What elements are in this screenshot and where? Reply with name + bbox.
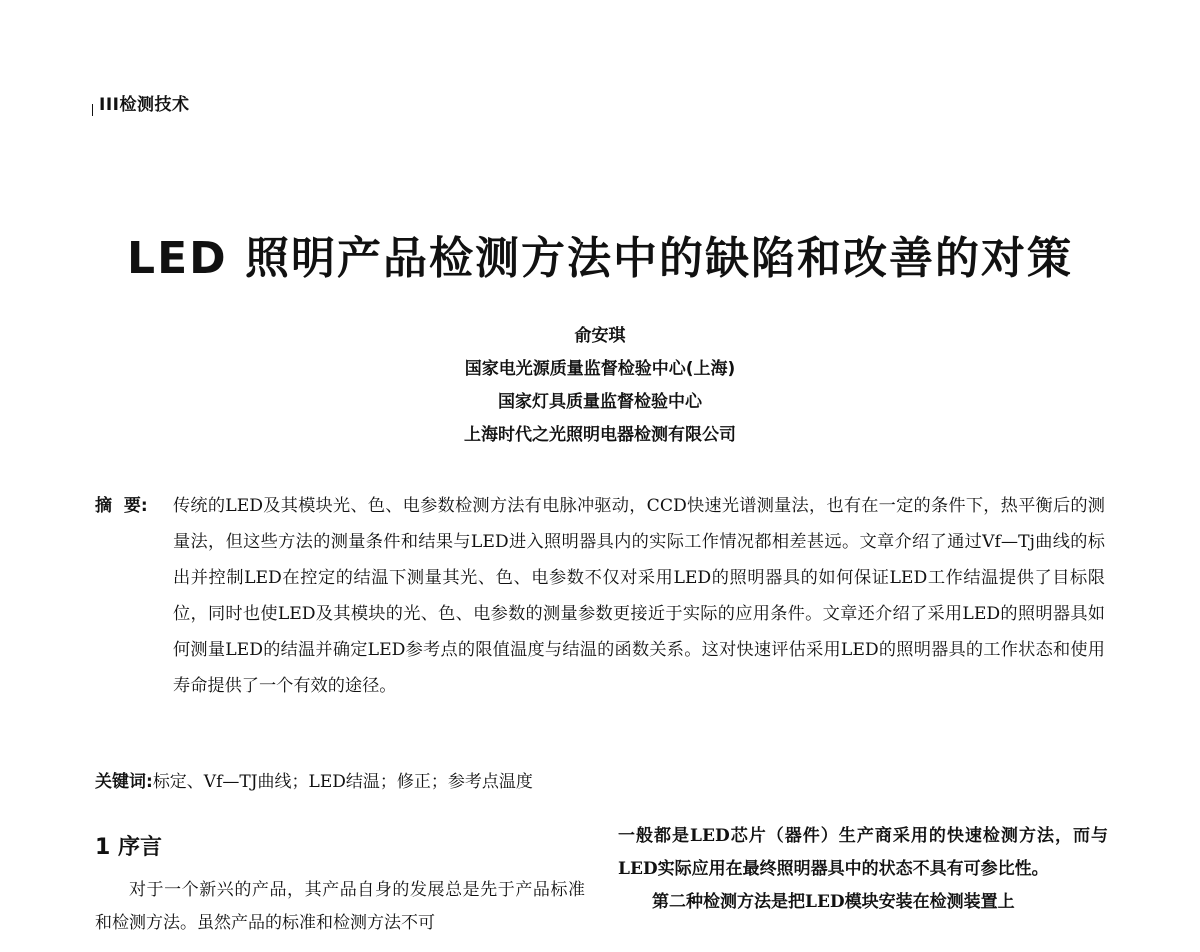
left-column <box>95 822 585 940</box>
keywords-label: 关键词: <box>95 772 153 792</box>
article-title: LED 照明产品检测方法中的缺陷和改善的对策 <box>127 233 1073 284</box>
affiliation-1: 国家电光源质量监督检验中心(上海) <box>464 359 736 379</box>
author-block <box>0 320 1200 452</box>
keywords <box>95 767 533 792</box>
abstract <box>95 488 1105 704</box>
right-paragraph-2: 第二种检测方法是把LED模块安装在检测装置上 <box>652 892 1015 912</box>
abstract-body: 传统的LED及其模块光、色、电参数检测方法有电脉冲驱动，CCD快速光谱测量法，也有在一定的条件下，热平衡后的测量法，但这些方法的测量条件和结果与LED进入照明器具内的实际工作情况都相差甚远。文章介绍了通过Vf—Tj曲线的标出并控制LED在控定的结温下测量其光、色、电参数不仅对采用LED的照明器具的如何保证LED工作结温提供了目标限位，同时也使LED及其模块的光、色、电参数的测量参数更接近于实际的应用条件。文章还介绍了采用LED的照明器具如何测量LED的结温并确定LED参考点的限值温度与结温的函数关系。这对快速评估采用LED的照明器具的工作状态和使用寿命提供了一个有效的途径。 <box>173 496 1105 696</box>
right-column <box>618 820 1108 919</box>
right-paragraph-1: 一般都是LED芯片（器件）生产商采用的快速检测方法，而与LED实际应用在最终照明器具中的状态不具有可参比性。 <box>618 826 1108 879</box>
section-label-text: III检测技术 <box>99 95 190 115</box>
section-heading: 1 序言 <box>95 835 162 860</box>
author-name: 俞安琪 <box>574 326 626 346</box>
intro-paragraph: 对于一个新兴的产品，其产品自身的发展总是先于产品标准和检测方法。虽然产品的标准和检测方法不可 <box>95 880 585 933</box>
affiliation-2: 国家灯具质量监督检验中心 <box>498 392 702 412</box>
section-label <box>92 90 189 116</box>
affiliation-3: 上海时代之光照明电器检测有限公司 <box>464 425 736 445</box>
keywords-text: 标定、Vf—TJ曲线；LED结温；修正；参考点温度 <box>152 772 533 792</box>
section-bar-mark <box>92 104 93 116</box>
abstract-label: 摘 要: <box>95 496 148 516</box>
